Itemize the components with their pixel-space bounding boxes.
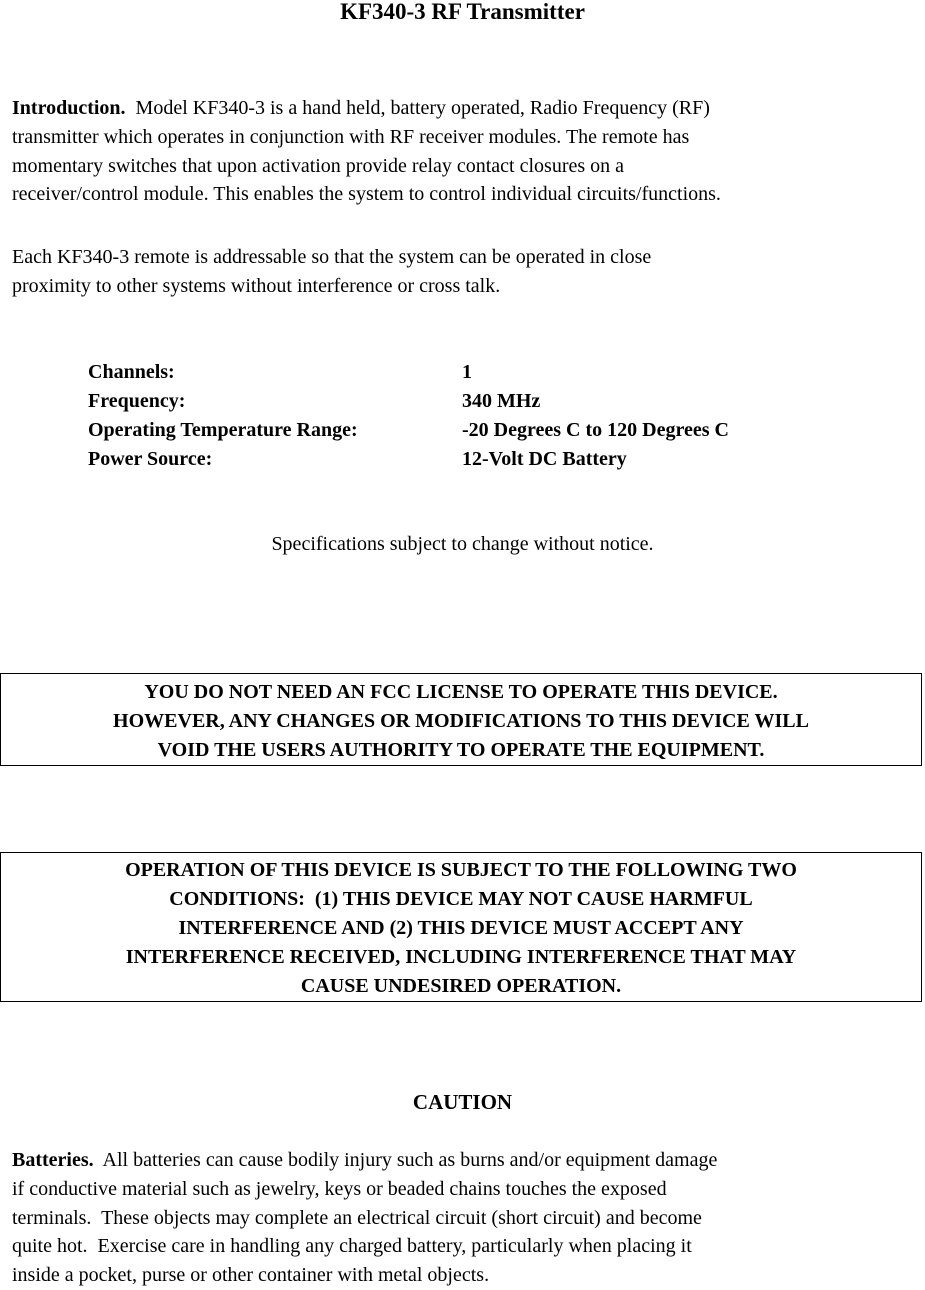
introduction-line: Model KF340-3 is a hand held, battery operated, Radio Frequency (RF) xyxy=(125,97,710,119)
addressable-paragraph xyxy=(12,243,917,301)
fcc-conditions-line: OPERATION OF THIS DEVICE IS SUBJECT TO THE FOLLOWING TWO xyxy=(125,859,797,881)
batteries-lead: Batteries. xyxy=(12,1149,94,1171)
spec-label-temperature: Operating Temperature Range: xyxy=(88,419,358,441)
introduction-line: transmitter which operates in conjunction with RF receiver modules. The remote has xyxy=(12,125,690,148)
fcc-license-line: YOU DO NOT NEED AN FCC LICENSE TO OPERATE THIS DEVICE. xyxy=(144,681,778,703)
introduction-paragraph xyxy=(12,94,917,209)
fcc-license-line: VOID THE USERS AUTHORITY TO OPERATE THE EQUIPMENT. xyxy=(157,739,765,761)
introduction-line: receiver/control module. This enables the system to control individual circuits/functions. xyxy=(12,183,721,206)
fcc-license-box xyxy=(0,673,922,766)
caution-heading: CAUTION xyxy=(412,1090,513,1114)
spec-value-frequency: 340 MHz xyxy=(462,390,541,412)
batteries-paragraph xyxy=(12,1146,917,1290)
addressable-line: proximity to other systems without interference or cross talk. xyxy=(12,274,501,297)
spec-value-temperature: -20 Degrees C to 120 Degrees C xyxy=(462,419,729,441)
fcc-conditions-line: CAUSE UNDESIRED OPERATION. xyxy=(300,975,622,997)
spec-label-frequency: Frequency: xyxy=(88,390,186,412)
fcc-conditions-line: INTERFERENCE AND (2) THIS DEVICE MUST ACCEPT ANY xyxy=(178,917,744,939)
introduction-line: momentary switches that upon activation provide relay contact closures on a xyxy=(12,154,625,177)
fcc-conditions-line: INTERFERENCE RECEIVED, INCLUDING INTERFERENCE THAT MAY xyxy=(125,946,797,968)
fcc-conditions-line: CONDITIONS: (1) THIS DEVICE MAY NOT CAUSE HARMFUL xyxy=(169,888,753,910)
spec-label-power: Power Source: xyxy=(88,448,213,470)
batteries-line: All batteries can cause bodily injury such as burns and/or equipment damage xyxy=(93,1149,718,1171)
fcc-license-line: HOWEVER, ANY CHANGES OR MODIFICATIONS TO THIS DEVICE WILL xyxy=(113,710,809,732)
batteries-line: inside a pocket, purse or other container with metal objects. xyxy=(12,1264,490,1287)
spec-value-channels: 1 xyxy=(462,361,472,383)
document-title: KF340-3 RF Transmitter xyxy=(340,0,585,24)
specifications-notice: Specifications subject to change without notice. xyxy=(271,533,654,555)
fcc-conditions-box xyxy=(0,852,922,1002)
batteries-line: terminals. These objects may complete an electrical circuit (short circuit) and become xyxy=(12,1206,702,1229)
spec-label-channels: Channels: xyxy=(88,361,175,383)
batteries-line: quite hot. Exercise care in handling any charged battery, particularly when placing it xyxy=(12,1235,692,1258)
spec-value-power: 12-Volt DC Battery xyxy=(462,448,627,470)
introduction-lead: Introduction. xyxy=(12,97,126,119)
addressable-line: Each KF340-3 remote is addressable so that the system can be operated in close xyxy=(12,246,652,268)
batteries-line: if conductive material such as jewelry, keys or beaded chains touches the exposed xyxy=(12,1177,667,1200)
